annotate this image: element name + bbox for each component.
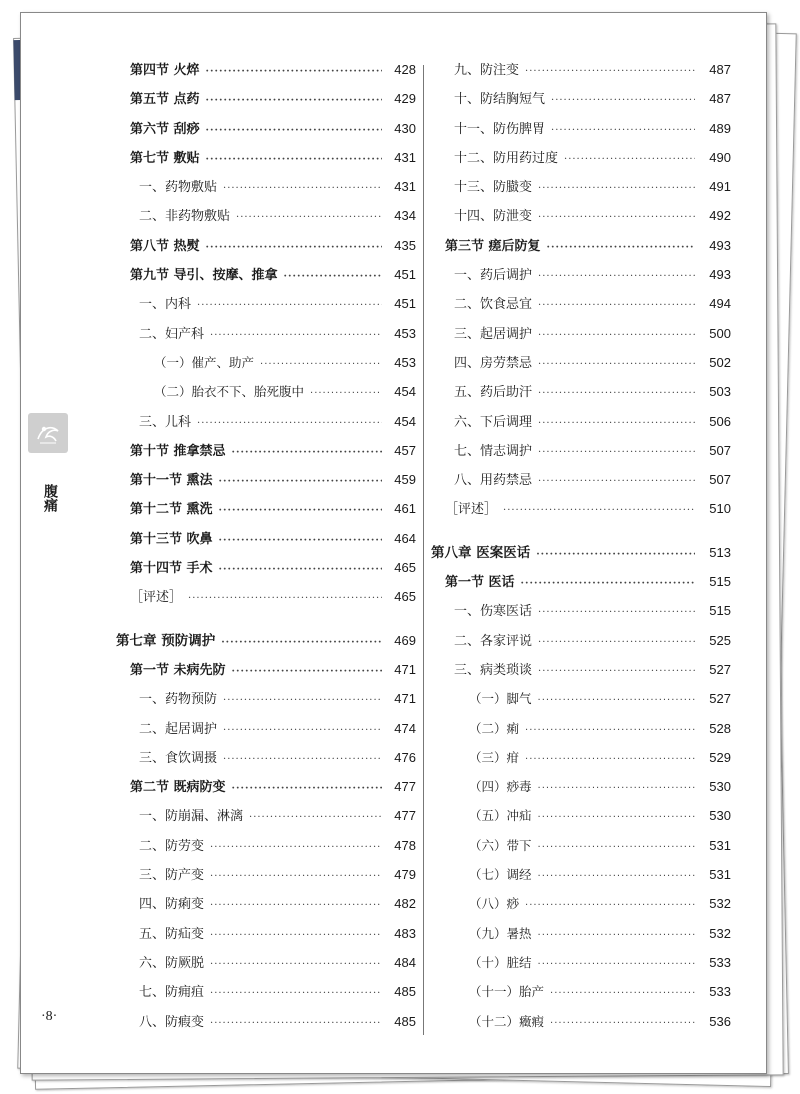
dot-leader <box>210 1009 382 1038</box>
toc-entry <box>116 289 416 318</box>
toc-entry-page: 482 <box>394 896 416 912</box>
toc-entry <box>431 655 731 684</box>
toc-entry <box>431 114 731 143</box>
toc-entry-title: （六）带下 <box>469 837 532 853</box>
toc-entry <box>116 919 416 948</box>
dot-leader <box>538 174 695 203</box>
toc-entry-page: 515 <box>709 603 731 619</box>
dot-leader <box>525 891 695 920</box>
toc-entry-title: 七、情志调护 <box>454 443 533 459</box>
toc-entry <box>116 407 416 436</box>
dot-leader <box>551 86 695 115</box>
toc-entry <box>431 494 731 523</box>
toc-entry-page: 530 <box>709 779 731 795</box>
toc-entry-title: （十一）胎产 <box>469 984 545 1000</box>
toc-entry-page: 429 <box>394 91 416 107</box>
toc-entry-page: 531 <box>709 837 731 853</box>
toc-entry-page: 430 <box>394 120 416 136</box>
toc-entry-page: 431 <box>394 149 416 165</box>
toc-entry <box>116 831 416 860</box>
toc-entry-title: ［评述］ <box>130 590 183 606</box>
toc-entry-title: 五、药后助汗 <box>454 385 533 401</box>
dot-leader <box>249 803 382 832</box>
toc-entry-title: （二）胎衣不下、胎死腹中 <box>154 384 305 400</box>
dot-leader <box>219 555 382 584</box>
toc-entry-page: 459 <box>394 472 416 488</box>
toc-entry-title: 第四节 火焠 <box>130 63 200 78</box>
toc-entry-page: 485 <box>394 984 416 1000</box>
toc-entry-page: 479 <box>394 867 416 883</box>
dot-leader <box>260 350 382 379</box>
toc-entry-page: 428 <box>394 62 416 77</box>
toc-entry-page: 485 <box>394 1013 416 1029</box>
toc-entry-title: 第二节 既病防变 <box>130 780 226 796</box>
toc-entry-page: 528 <box>709 720 731 736</box>
toc-entry <box>116 553 416 582</box>
toc-entry <box>116 494 416 523</box>
toc-entry <box>431 407 731 436</box>
toc-entry-page: 471 <box>394 661 416 677</box>
dot-leader <box>538 321 695 350</box>
toc-entry <box>431 538 731 567</box>
dot-leader <box>538 291 695 320</box>
dot-leader <box>521 569 695 598</box>
toc-left-column <box>116 55 416 1036</box>
toc-entry <box>116 348 416 377</box>
toc-entry <box>431 714 731 743</box>
toc-entry-title: （三）疳 <box>469 749 520 765</box>
toc-entry-title: 十、防结胸短气 <box>454 92 546 108</box>
ornament-icon <box>28 413 68 453</box>
dot-leader <box>232 438 382 467</box>
dot-leader <box>538 409 695 438</box>
toc-entry <box>116 714 416 743</box>
toc-entry-title: ［评述］ <box>445 502 498 518</box>
dot-leader <box>210 891 382 920</box>
toc-entry-page: 493 <box>709 267 731 283</box>
toc-entry <box>431 319 731 348</box>
toc-entry-page: 477 <box>394 779 416 795</box>
toc-entry-page: 515 <box>709 574 731 590</box>
toc-entry-title: 二、起居调护 <box>139 721 218 737</box>
dot-leader <box>210 950 382 979</box>
toc-entry-title: 二、饮食忌宜 <box>454 297 533 313</box>
toc-entry-page: 529 <box>709 749 731 765</box>
toc-entry <box>431 596 731 625</box>
toc-entry-title: 二、各家评说 <box>454 633 533 649</box>
toc-entry-title: 二、防劳变 <box>139 838 205 854</box>
dot-leader <box>206 145 382 174</box>
toc-entry <box>116 1007 416 1036</box>
toc-entry-page: 525 <box>709 632 731 648</box>
dot-leader <box>538 203 695 232</box>
dot-leader <box>197 291 382 320</box>
toc-entry <box>116 84 416 113</box>
toc-entry-page: 487 <box>709 62 731 77</box>
dot-leader <box>538 438 695 467</box>
dot-leader <box>223 174 382 203</box>
toc-entry-page: 533 <box>709 954 731 970</box>
toc-entry-page: 491 <box>709 179 731 195</box>
book-side-title: 腹痛 <box>42 484 58 512</box>
toc-entry <box>116 743 416 772</box>
toc-entry <box>116 772 416 801</box>
toc-entry-page: 510 <box>709 501 731 517</box>
toc-entry-title: 第三节 瘥后防复 <box>445 238 541 254</box>
toc-entry-title: 四、防痢变 <box>139 897 205 913</box>
toc-entry <box>116 172 416 201</box>
toc-entry-page: 492 <box>709 208 731 224</box>
toc-entry-title: 八、用药禁忌 <box>454 473 533 489</box>
toc-entry <box>116 201 416 230</box>
toc-entry <box>431 743 731 772</box>
dot-leader <box>538 467 695 496</box>
toc-entry-page: 532 <box>709 925 731 941</box>
toc-entry-title: 第十一节 熏法 <box>130 473 213 489</box>
dot-leader <box>210 321 382 350</box>
dot-leader <box>550 1009 695 1038</box>
toc-entry-page: 477 <box>394 808 416 824</box>
toc-entry-page: 474 <box>394 720 416 736</box>
toc-entry-title: 第十二节 熏洗 <box>130 502 213 518</box>
dot-leader <box>210 979 382 1008</box>
dot-leader <box>551 116 695 145</box>
toc-entry <box>116 260 416 289</box>
dot-leader <box>197 409 382 438</box>
dot-leader <box>284 262 382 291</box>
toc-entry-page: 507 <box>709 442 731 458</box>
dot-leader <box>210 921 382 950</box>
toc-entry-title: 八、防瘕变 <box>139 1014 205 1030</box>
dot-leader <box>538 774 695 803</box>
dot-leader <box>538 350 695 379</box>
toc-entry-title: 第一节 未病先防 <box>130 662 226 678</box>
dot-leader <box>210 833 382 862</box>
dot-leader <box>538 803 695 832</box>
dot-leader <box>236 203 382 232</box>
toc-entry-title: 二、妇产科 <box>139 326 205 342</box>
dot-leader <box>232 774 382 803</box>
toc-entry-title: 三、起居调护 <box>454 326 533 342</box>
dot-leader <box>219 467 382 496</box>
dot-leader <box>310 379 382 408</box>
dot-leader <box>538 379 695 408</box>
dot-leader <box>547 233 695 262</box>
toc-entry-title: （十）脏结 <box>469 954 532 970</box>
toc-entry <box>431 289 731 318</box>
dot-leader <box>536 540 695 569</box>
toc-entry-page: 451 <box>394 267 416 283</box>
toc-entry <box>431 143 731 172</box>
toc-entry-title: 一、药后调护 <box>454 268 533 284</box>
toc-entry-title: 六、防厥脱 <box>139 955 205 971</box>
toc-entry <box>116 801 416 830</box>
toc-entry-title: 十三、防臌变 <box>454 180 533 196</box>
toc-entry <box>431 831 731 860</box>
toc-entry <box>116 626 416 655</box>
toc-entry <box>431 889 731 918</box>
toc-entry-page: 435 <box>394 237 416 253</box>
dot-leader <box>550 979 695 1008</box>
toc-entry-page: 532 <box>709 896 731 912</box>
dot-leader <box>206 116 382 145</box>
dot-leader <box>232 657 382 686</box>
toc-entry <box>116 143 416 172</box>
dot-leader <box>525 745 695 774</box>
toc-entry-title: 七、防痈疽 <box>139 985 205 1001</box>
toc-entry-page: 457 <box>394 442 416 458</box>
toc-entry <box>431 231 731 260</box>
toc-entry-title: 三、食饮调摄 <box>139 750 218 766</box>
dot-leader <box>538 598 695 627</box>
toc-entry <box>431 377 731 406</box>
toc-entry-title: （五）冲疝 <box>469 808 532 824</box>
dot-leader <box>223 686 382 715</box>
toc-entry <box>431 567 731 596</box>
dot-leader <box>223 745 382 774</box>
toc-entry-page: 478 <box>394 837 416 853</box>
toc-entry <box>116 377 416 406</box>
toc-entry-title: 二、非药物敷贴 <box>139 209 231 225</box>
toc-entry-title: 第十三节 吹鼻 <box>130 531 213 547</box>
toc-entry <box>116 889 416 918</box>
toc-entry-page: 464 <box>394 530 416 546</box>
toc-entry <box>116 436 416 465</box>
toc-entry <box>431 348 731 377</box>
dot-leader <box>538 833 695 862</box>
toc-entry-title: 第六节 刮痧 <box>130 121 200 137</box>
toc-entry-page: 489 <box>709 120 731 136</box>
toc-entry-title: 第九节 导引、按摩、推拿 <box>130 268 278 284</box>
dot-leader <box>525 57 695 86</box>
toc-entry-page: 483 <box>394 925 416 941</box>
toc-page <box>20 12 767 1074</box>
dot-leader <box>210 862 382 891</box>
toc-entry-page: 536 <box>709 1013 731 1029</box>
dot-leader <box>206 57 382 86</box>
toc-entry <box>431 465 731 494</box>
toc-entry <box>431 260 731 289</box>
toc-entry <box>431 860 731 889</box>
toc-entry-page: 494 <box>709 296 731 312</box>
toc-entry-title: （四）痧毒 <box>469 779 532 795</box>
toc-entry <box>431 55 731 84</box>
toc-entry-page: 502 <box>709 354 731 370</box>
dot-leader <box>538 921 695 950</box>
dot-leader <box>223 716 382 745</box>
toc-entry <box>116 319 416 348</box>
toc-entry-title: （七）调经 <box>469 867 532 883</box>
toc-entry-page: 453 <box>394 354 416 370</box>
toc-entry <box>116 231 416 260</box>
toc-entry <box>431 977 731 1006</box>
toc-entry-page: 527 <box>709 691 731 707</box>
toc-entry-title: 第七章 预防调护 <box>116 632 216 649</box>
toc-entry-title: 一、内科 <box>139 297 192 313</box>
toc-entry-page: 469 <box>394 632 416 648</box>
toc-entry-page: 533 <box>709 984 731 1000</box>
toc-entry-title: （二）痢 <box>469 720 520 736</box>
toc-entry-title: 一、药物敷贴 <box>139 180 218 196</box>
toc-entry-page: 454 <box>394 384 416 400</box>
toc-entry-title: 第十四节 手术 <box>130 561 213 577</box>
toc-entry-title: （十二）癥瘕 <box>469 1013 545 1029</box>
toc-entry-page: 451 <box>394 296 416 312</box>
toc-entry <box>431 772 731 801</box>
toc-entry-title: 第十节 推拿禁忌 <box>130 443 226 459</box>
toc-right-column <box>431 55 731 1036</box>
toc-entry-title: 十四、防泄变 <box>454 209 533 225</box>
dot-leader <box>564 145 695 174</box>
toc-entry-page: 500 <box>709 325 731 341</box>
toc-entry-title: 一、药物预防 <box>139 692 218 708</box>
toc-entry-page: 507 <box>709 472 731 488</box>
dot-leader <box>538 862 695 891</box>
toc-entry <box>431 436 731 465</box>
toc-entry <box>116 524 416 553</box>
toc-entry-title: 六、下后调理 <box>454 414 533 430</box>
toc-entry-page: 434 <box>394 208 416 224</box>
dot-leader <box>219 526 382 555</box>
dot-leader <box>538 262 695 291</box>
dot-leader <box>503 496 695 525</box>
toc-entry-title: 十一、防伤脾胃 <box>454 121 546 137</box>
toc-entry-page: 527 <box>709 661 731 677</box>
toc-entry <box>431 919 731 948</box>
toc-entry <box>431 801 731 830</box>
toc-entry-title: （一）催产、助产 <box>154 354 255 370</box>
column-divider <box>423 65 424 1035</box>
toc-entry-title: 第八节 热熨 <box>130 238 200 254</box>
toc-entry-title: 十二、防用药过度 <box>454 150 559 166</box>
toc-entry <box>431 172 731 201</box>
toc-entry-page: 490 <box>709 149 731 165</box>
toc-entry <box>431 948 731 977</box>
toc-entry-page: 461 <box>394 501 416 517</box>
toc-entry <box>116 948 416 977</box>
toc-entry <box>431 626 731 655</box>
toc-entry-page: 465 <box>394 560 416 576</box>
dot-leader <box>538 628 695 657</box>
toc-entry-page: 431 <box>394 179 416 195</box>
toc-entry-page: 453 <box>394 325 416 341</box>
toc-entry-page: 531 <box>709 867 731 883</box>
toc-entry-page: 487 <box>709 91 731 107</box>
toc-entry <box>116 582 416 611</box>
toc-entry <box>116 860 416 889</box>
dot-leader <box>538 686 695 715</box>
page-number: ·8· <box>41 1009 58 1024</box>
toc-entry-title: 一、伤寒医话 <box>454 604 533 620</box>
toc-entry-page: 530 <box>709 808 731 824</box>
toc-entry-title: 五、防疝变 <box>139 926 205 942</box>
toc-entry-title: 第七节 敷贴 <box>130 150 200 166</box>
toc-entry <box>431 1007 731 1036</box>
toc-entry-title: 三、防产变 <box>139 868 205 884</box>
toc-entry <box>431 84 731 113</box>
toc-entry <box>116 114 416 143</box>
dot-leader <box>188 584 382 613</box>
dot-leader <box>206 86 382 115</box>
toc-entry-page: 471 <box>394 691 416 707</box>
toc-entry-page: 503 <box>709 384 731 400</box>
dot-leader <box>538 950 695 979</box>
dot-leader <box>525 716 695 745</box>
toc-entry <box>116 684 416 713</box>
toc-entry-page: 513 <box>709 544 731 560</box>
toc-entry-title: 第一节 医话 <box>445 575 515 591</box>
toc-entry-page: 465 <box>394 589 416 605</box>
toc-entry-title: 九、防注变 <box>454 63 520 78</box>
toc-entry-title: 三、儿科 <box>139 414 192 430</box>
toc-entry-title: （一）脚气 <box>469 691 532 707</box>
toc-entry-page: 476 <box>394 749 416 765</box>
toc-entry <box>116 655 416 684</box>
toc-entry <box>431 684 731 713</box>
toc-entry-title: 第五节 点药 <box>130 92 200 108</box>
toc-entry-title: （九）暑热 <box>469 925 532 941</box>
dot-leader <box>206 233 382 262</box>
toc-entry <box>116 55 416 84</box>
toc-entry-page: 454 <box>394 413 416 429</box>
dot-leader <box>538 657 695 686</box>
toc-entry <box>431 201 731 230</box>
toc-entry-title: （八）痧 <box>469 896 520 912</box>
toc-entry-title: 四、房劳禁忌 <box>454 355 533 371</box>
toc-entry-page: 493 <box>709 237 731 253</box>
toc-entry <box>116 977 416 1006</box>
toc-entry-title: 第八章 医案医话 <box>431 544 531 561</box>
toc-entry-page: 506 <box>709 413 731 429</box>
toc-entry-page: 484 <box>394 954 416 970</box>
toc-entry-title: 一、防崩漏、淋漓 <box>139 809 244 825</box>
toc-entry <box>116 465 416 494</box>
dot-leader <box>221 628 382 657</box>
dot-leader <box>219 496 382 525</box>
toc-entry-title: 三、病类琐谈 <box>454 662 533 678</box>
